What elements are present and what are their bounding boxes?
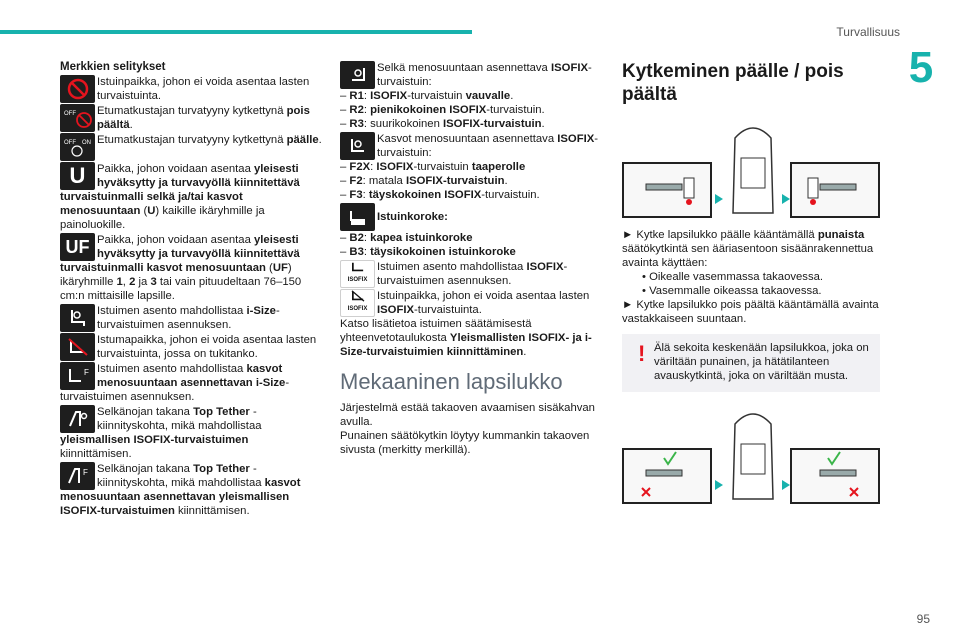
child-lock-desc-2: Punainen säätökytkin löytyy kummankin takaoven sivusta (merkitty merkillä). bbox=[340, 430, 590, 456]
legend-item-top-tether: Selkänojan takana Top Tether -kiinnityskohta, mikä mahdollistaa yleismallisen ISOFIX-turvaistuimen kiinnittämisen. bbox=[60, 406, 262, 460]
legend-item-universal-forward: UF Paikka, johon voidaan asentaa yleisesti hyväksytty ja turvavyöllä kiinnitettävä turvaistuinmalli kasvot menosuuntaan (UF) ikäryhmille 1, 2 ja 3 tai vain pituudeltaan 76–150 cm:n mittaisille lapsille. bbox=[60, 234, 302, 302]
isofix-forward-icon bbox=[340, 132, 375, 160]
airbag-off-icon bbox=[60, 104, 95, 132]
isofix-allowed-item: ISOFIX Istuimen asento mahdollistaa ISOFIX-turvaistuimen asennuksen. bbox=[340, 260, 608, 288]
svg-text:F: F bbox=[83, 368, 89, 377]
no-child-seat-icon bbox=[60, 75, 95, 103]
airbag-on-icon bbox=[60, 133, 95, 161]
top-tether-icon bbox=[60, 405, 95, 433]
isofix-column bbox=[340, 60, 608, 457]
more-info-text: Katso lisätietoa istuimen säätämisestä yhteenvetotaulukosta Yleismallisten ISOFIX- ja i-Size-turvaistuimien kiinnittäminen. bbox=[340, 318, 592, 358]
door-left-illustration bbox=[622, 162, 712, 218]
list-item-b2: – B2: kapea istuinkoroke bbox=[340, 232, 473, 244]
legend-column bbox=[60, 60, 322, 518]
isofix-not-allowed-item: ISOFIX Istuinpaikka, johon ei voida asentaa lasten ISOFIX-turvaistuinta. bbox=[340, 289, 608, 317]
isofix-rear-icon bbox=[340, 61, 375, 89]
list-item-b3: – B3: täysikokoinen istuinkoroke bbox=[340, 246, 516, 258]
isofix-rear-item: Selkä menosuuntaan asennettava ISOFIX-turvaistuin: bbox=[340, 61, 608, 89]
svg-text:ON: ON bbox=[81, 140, 91, 146]
svg-text:OFF: OFF bbox=[63, 111, 76, 117]
child-lock-figure-top bbox=[622, 118, 880, 218]
universal-forward-icon: UF bbox=[60, 233, 95, 261]
warning-icon: ! bbox=[638, 341, 646, 366]
legend-item-booster-seat: Istumapaikka, johon ei voida asentaa lasten turvaistuinta, jossa on tukitanko. bbox=[60, 333, 322, 361]
list-item-f2: – F2: matala ISOFIX-turvaistuin. bbox=[340, 175, 508, 187]
i-size-icon bbox=[60, 304, 95, 332]
i-size-forward-icon bbox=[60, 362, 95, 390]
list-item-f2x: – F2X: ISOFIX-turvaistuin taaperolle bbox=[340, 161, 526, 173]
legend-item-no-child-seat: Istuinpaikka, johon ei voida asentaa lasten turvaistuinta. bbox=[60, 75, 322, 103]
instructions-column bbox=[622, 60, 880, 514]
list-item-r3: – R3: suurikokoinen ISOFIX-turvaistuin. bbox=[340, 118, 545, 130]
door-right-illustration bbox=[790, 448, 880, 504]
arrow-right-icon bbox=[782, 194, 790, 204]
child-lock-figure-bottom bbox=[622, 404, 880, 504]
universal-icon: U bbox=[60, 162, 95, 190]
list-item-f3: – F3: täyskokoinen ISOFIX-turvaistuin. bbox=[340, 189, 540, 201]
child-lock-desc-1: Järjestelmä estää takaoven avaamisen sisäkahvan avulla. bbox=[340, 402, 595, 428]
legend-item-airbag-off: OFF Etumatkustajan turvatyyny kytkettynä pois päältä. bbox=[60, 104, 322, 132]
legend-title: Merkkien selitykset bbox=[60, 61, 166, 73]
door-right-illustration bbox=[790, 162, 880, 218]
arrow-left-icon bbox=[715, 194, 723, 204]
booster-item: Istuinkoroke: bbox=[340, 203, 608, 231]
section-heading-toggle: Kytkeminen päälle / pois päältä bbox=[622, 61, 844, 105]
list-item-r2: – R2: pienikokoinen ISOFIX-turvaistuin. bbox=[340, 104, 545, 116]
step-enable: ► Kytke lapsilukko päälle kääntämällä punaista säätökytkintä sen ääriasentoon sisäänrakennettua avainta käyttäen: bbox=[622, 229, 874, 269]
arrow-right-icon bbox=[782, 480, 790, 490]
car-top-view-icon bbox=[725, 404, 781, 504]
legend-item-i-size: Istuimen asento mahdollistaa i-Size-turvaistuimen asennuksen. bbox=[60, 304, 322, 332]
isofix-forward-item: Kasvot menosuuntaan asennettava ISOFIX-turvaistuin: bbox=[340, 132, 608, 160]
legend-item-airbag-on: OFF ON Etumatkustajan turvatyyny kytkettynä päälle. bbox=[60, 133, 322, 161]
chapter-number: 5 bbox=[908, 43, 934, 92]
step-disable: ► Kytke lapsilukko pois päältä kääntämällä avainta vastakkaiseen suuntaan. bbox=[622, 299, 879, 325]
car-top-view-icon bbox=[725, 118, 781, 218]
svg-text:F: F bbox=[82, 468, 88, 477]
booster-icon bbox=[340, 203, 375, 231]
arrow-left-icon bbox=[715, 480, 723, 490]
page-number: 95 bbox=[916, 612, 930, 626]
direction-list: • Oikealle vasemmassa takaovessa. • Vasemmalle oikeassa takaovessa. bbox=[642, 271, 824, 297]
legend-item-i-size-forward: F Istuimen asento mahdollistaa kasvot menosuuntaan asennettavan i-Size-turvaistuimen asennuksen. bbox=[60, 363, 290, 403]
isofix-allowed-icon: ISOFIX bbox=[340, 260, 375, 288]
warning-box: ! Älä sekoita keskenään lapsilukkoa, joka on väriltään punainen, ja hätätilanteen avauskytkintä, joka on väriltään musta. bbox=[622, 334, 880, 392]
door-left-illustration bbox=[622, 448, 712, 504]
legend-item-top-tether-forward: F Selkänojan takana Top Tether -kiinnityskohta, mikä mahdollistaa kasvot menosuuntaan asennettavan yleismallisen ISOFIX-turvaistuimen kiinnittämisen. bbox=[60, 463, 301, 517]
legend-item-universal: U Paikka, johon voidaan asentaa yleisesti hyväksytty ja turvavyöllä kiinnitettävä turvaistuinmalli selkä ja/tai kasvot menosuuntaan (U) kaikille ikäryhmille ja painoluokille. bbox=[60, 163, 300, 231]
list-item-r1: – R1: ISOFIX-turvaistuin vauvalle. bbox=[340, 90, 514, 102]
top-tether-forward-icon bbox=[60, 462, 95, 490]
isofix-not-allowed-icon: ISOFIX bbox=[340, 289, 375, 317]
booster-seat-icon bbox=[60, 333, 95, 361]
header-accent-bar bbox=[0, 30, 472, 34]
svg-text:OFF: OFF bbox=[63, 140, 76, 146]
section-heading-child-lock: Mekaaninen lapsilukko bbox=[340, 369, 563, 394]
section-title: Turvallisuus bbox=[836, 25, 900, 39]
